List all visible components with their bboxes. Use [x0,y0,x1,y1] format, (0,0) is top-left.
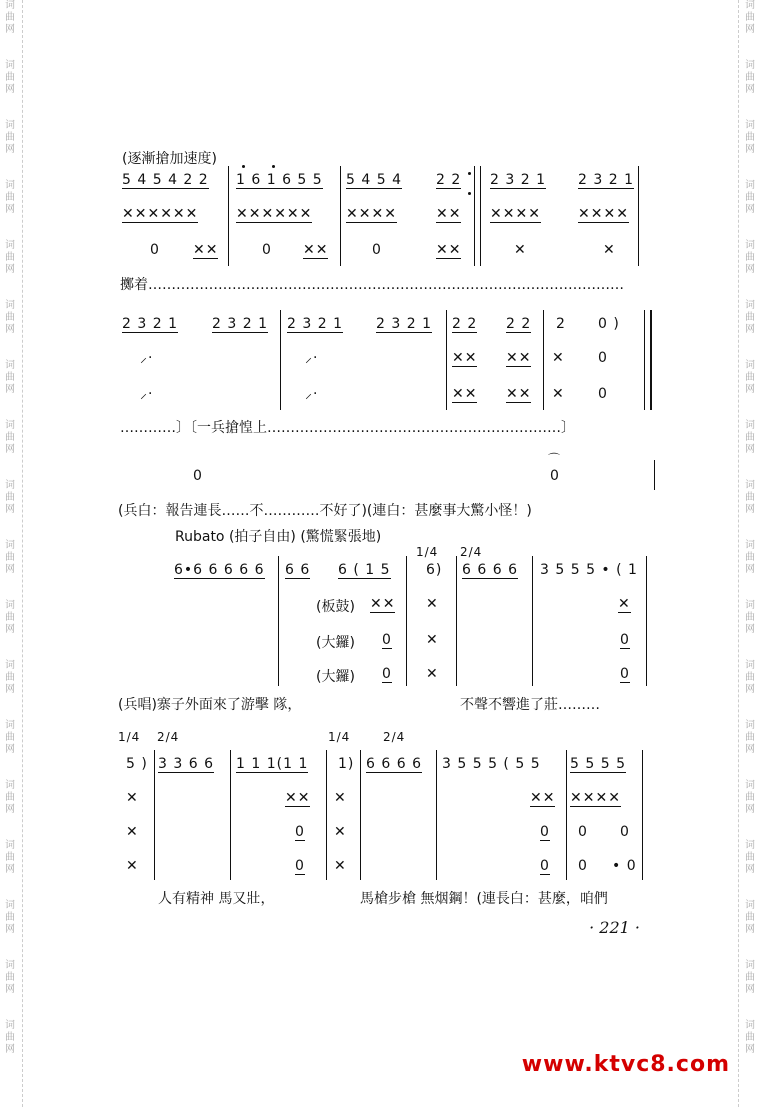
notes-m4: 6) [426,562,443,578]
notes-m3: 1 1 1(1 1 [236,756,309,772]
inst-x: ✕ [426,632,439,648]
side-mark: 词 曲 网 [745,420,755,455]
lyric-1a: (兵唱)寨子外面來了游擊 隊， [118,697,302,713]
side-mark: 词 曲 网 [745,600,755,635]
notes-d: 2 3 2 1 [376,316,432,332]
barline [566,750,567,880]
lyric-2b: 馬槍步槍 無烟鋼！(連長白：甚麼，咱們 [360,891,608,907]
repeat-sign: ⸝· [305,350,319,366]
perc-p1: ✕✕ [452,350,478,366]
low-m3b: ✕✕ [436,242,462,258]
repeat-sign: ⸝· [305,386,319,402]
side-mark: 词 曲 网 [745,300,755,335]
dot [242,165,245,168]
inst-r: 0 [620,632,630,648]
notes-m1: 5 ) [126,756,148,772]
rubato-note: Rubato (拍子自由) (驚慌緊張地) [175,529,382,545]
barline [406,556,407,686]
notes-m2: 6 6 [285,562,311,578]
notes-a: 2 3 2 1 [122,316,178,332]
perc-cell: ✕ [126,858,139,874]
barline [654,460,655,490]
side-mark: 词 曲 网 [5,360,15,395]
perc-cell: 0 [578,858,588,874]
barline [436,750,437,880]
perc-cell: 0 [540,824,550,840]
perc-m3b: ✕✕ [436,206,462,222]
side-mark: 词 曲 网 [745,900,755,935]
barline [280,310,281,410]
lyric-2a: 人有精神 馬又壯， [158,891,275,907]
lyric-1b: 不聲不響進了莊……… [460,697,600,713]
side-mark: 词 曲 网 [5,660,15,695]
perc-cell: 0 [295,824,305,840]
side-mark: 词 曲 网 [5,540,15,575]
inst-x: ✕ [426,666,439,682]
barline [456,556,457,686]
perc-cell: ✕✕ [530,790,556,806]
repeat-sign: ⸝· [140,386,154,402]
repeat-sign: ⸝· [140,350,154,366]
low-m2b: ✕✕ [303,242,329,258]
repeat-dot [468,192,471,195]
side-mark: 词 曲 网 [5,0,15,35]
time-sig: 1/4 [328,730,351,744]
side-mark: 词 曲 网 [745,1020,755,1055]
notes-m6: 3 5 5 5 ( 5 5 [442,756,541,772]
notes-m7: 5 5 5 5 [570,756,626,772]
barline [642,750,643,880]
side-mark: 词 曲 网 [5,420,15,455]
notes-m3: 6 ( 1 5 [338,562,391,578]
side-mark: 词 曲 网 [5,840,15,875]
perc-cell: ✕✕ [285,790,311,806]
side-mark: 词 曲 网 [5,60,15,95]
barline [360,750,361,880]
notes-c: 2 3 2 1 [287,316,343,332]
zero-right: 0 [550,468,560,484]
notes-m2: 3 3 6 6 [158,756,214,772]
side-mark: 词 曲 网 [5,780,15,815]
inst-val: ✕✕ [370,596,396,612]
barline [644,310,645,410]
inst-x: ✕ [426,596,439,612]
notes-m5: 6 6 6 6 [366,756,422,772]
notes-m3b: 2 2 [436,172,462,188]
side-mark: 词 曲 网 [5,1020,15,1055]
side-mark: 词 曲 网 [5,600,15,635]
barline [278,556,279,686]
notes-g: 2 [556,316,566,332]
perc-cell: ✕ [126,790,139,806]
side-mark: 词 曲 网 [745,360,755,395]
right-margin-line [738,0,739,1107]
perc-cell: ✕ [334,790,347,806]
barline [228,166,229,266]
inst-val: 0 [382,632,392,648]
perc-p3: ✕ [552,350,565,366]
perc-q1: ✕✕ [452,386,478,402]
perc-m5: ✕✕✕✕ [578,206,629,222]
barline [543,310,544,410]
perc-cell: 0 [295,858,305,874]
notes-m4: 1) [338,756,355,772]
fermata-icon: ⌒ [548,452,562,466]
inst-r: 0 [620,666,630,682]
perc-m4: ✕✕✕✕ [490,206,541,222]
side-mark: 词 曲 网 [745,180,755,215]
inst-val: 0 [382,666,392,682]
side-mark: 词 曲 网 [745,660,755,695]
barline [326,750,327,880]
perc-cell: ✕✕✕✕ [570,790,621,806]
perc-cell: ✕ [334,824,347,840]
dialogue: (兵白：報告連長……不…………不好了)(連白：甚麼事大驚小怪！) [118,503,532,519]
notes-m2: 1 6 1 6 5 5 [236,172,323,188]
side-mark: 词 曲 网 [745,240,755,275]
barline [474,166,475,266]
perc-q4: 0 [598,386,608,402]
side-mark: 词 曲 网 [745,720,755,755]
tempo-note: (逐漸搶加速度) [122,151,217,167]
notes-h: 0 ) [598,316,620,332]
side-mark: 词 曲 网 [5,180,15,215]
perc-p2: ✕✕ [506,350,532,366]
inst-label: (板鼓) [316,599,355,615]
barline [230,750,231,880]
perc-q2: ✕✕ [506,386,532,402]
barline [532,556,533,686]
inst-r: ✕ [618,596,631,612]
barline [340,166,341,266]
right-side-marks [740,0,760,1107]
page-number: · 221 · [589,918,640,937]
low-m4: ✕ [514,242,527,258]
perc-cell: 0 [540,858,550,874]
notes-m4: 2 3 2 1 [490,172,546,188]
barline [638,166,639,266]
low-m2: 0 [262,242,272,258]
time-sig: 2/4 [460,545,483,559]
perc-m2: ✕✕✕✕✕✕ [236,206,313,222]
low-m1: 0 [150,242,160,258]
perc-cell: 0 [620,824,630,840]
notes-e: 2 2 [452,316,478,332]
side-mark: 词 曲 网 [745,540,755,575]
perc-cell: ✕ [126,824,139,840]
perc-m3: ✕✕✕✕ [346,206,397,222]
perc-cell: • 0 [612,858,637,874]
side-mark: 词 曲 网 [745,60,755,95]
side-mark: 词 曲 网 [5,120,15,155]
barline [646,556,647,686]
side-mark: 词 曲 网 [5,480,15,515]
time-sig: 1/4 [416,545,439,559]
barline [154,750,155,880]
side-mark: 词 曲 网 [5,720,15,755]
notes-m5: 6 6 6 6 [462,562,518,578]
repeat-dot [468,172,471,175]
inst-label: (大鑼) [316,635,355,651]
watermark-logo: www.ktvc8.com [521,1052,730,1077]
side-mark: 词 曲 网 [5,300,15,335]
barline-end [650,310,652,410]
notes-m6: 3 5 5 5 • ( 1 [540,562,638,578]
side-mark: 词 曲 网 [5,240,15,275]
perc-p4: 0 [598,350,608,366]
zero-left: 0 [193,468,203,484]
barline [480,166,481,266]
low-m5: ✕ [603,242,616,258]
notes-m5: 2 3 2 1 [578,172,634,188]
notes-m1: 5 4 5 4 2 2 [122,172,209,188]
low-m3: 0 [372,242,382,258]
dot [272,165,275,168]
side-mark: 词 曲 网 [745,0,755,35]
perc-cell: ✕ [334,858,347,874]
barline [446,310,447,410]
perc-q3: ✕ [552,386,565,402]
notes-f: 2 2 [506,316,532,332]
notes-m3: 5 4 5 4 [346,172,402,188]
side-mark: 词 曲 网 [745,480,755,515]
side-mark: 词 曲 网 [745,960,755,995]
time-sig: 2/4 [157,730,180,744]
time-sig: 2/4 [383,730,406,744]
soldier-line: …………〕〔一兵搶惶上………………………………………………………〕 [120,420,575,436]
perc-m1: ✕✕✕✕✕✕ [122,206,199,222]
side-mark: 词 曲 网 [5,960,15,995]
side-mark: 词 曲 网 [745,840,755,875]
left-side-marks [0,0,20,1107]
left-margin-line [22,0,23,1107]
low-m1b: ✕✕ [193,242,219,258]
perc-cell: 0 [578,824,588,840]
side-mark: 词 曲 网 [5,900,15,935]
notes-b: 2 3 2 1 [212,316,268,332]
dragging-label: 擲着………………………………………………………………………………………… [120,277,624,293]
time-sig: 1/4 [118,730,141,744]
side-mark: 词 曲 网 [745,780,755,815]
side-mark: 词 曲 网 [745,120,755,155]
inst-label: (大鑼) [316,669,355,685]
notes-m1: 6•6 6 6 6 6 [174,562,265,578]
